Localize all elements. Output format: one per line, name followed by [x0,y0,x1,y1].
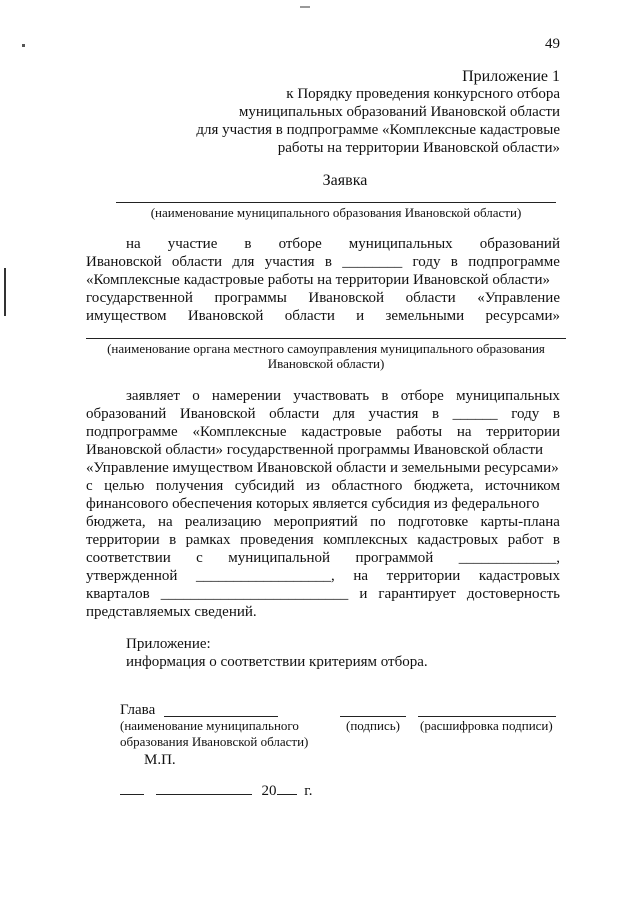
word: источником [484,478,560,494]
scan-mark-left-bar [4,268,6,316]
word: намерении [211,388,281,404]
word: земельными [385,308,465,324]
word: на [157,514,173,530]
word: из [306,478,320,494]
date-year-field [277,782,297,795]
paragraph2-line [86,568,560,585]
stamp-place: М.П. [144,752,176,768]
paragraph2-line: финансового обеспечения которых является субсидия из федерального [86,496,540,512]
word: с [86,478,93,494]
paragraph2-line [126,388,560,405]
word: комплексных [323,532,408,548]
caption-signature: (подпись) [346,718,400,733]
word: подпрограмме [86,424,178,440]
word: участвовать [293,388,370,404]
word: мероприятий [273,514,358,530]
caption-head-name-line1: (наименование муниципального [120,718,299,733]
word: подпрограмме [468,254,560,270]
word: «Комплексные [192,424,287,440]
word: субсидий [234,478,295,494]
appendix-line: к Порядку проведения конкурсного отбора [286,86,560,102]
word: муниципальных [456,388,560,404]
date-line [120,782,312,800]
word: _________________________ [160,586,349,602]
word: образований [479,236,560,252]
paragraph2-line [86,586,560,603]
word: области [284,308,335,324]
word: в [450,254,458,270]
paragraph1-line [86,254,560,271]
word: территории [86,532,160,548]
word: кварталов [86,586,150,602]
word: участия [264,254,315,270]
word: в [552,532,560,548]
paragraph2-line [86,424,560,441]
attachment-label: Приложение: [126,636,211,652]
word: бюджета, [413,478,474,494]
paragraph1-line [126,236,560,253]
paragraph2-line [86,532,560,549]
head-label: Глава [120,702,156,718]
word: программой [355,550,434,566]
word: на [126,236,141,252]
caption-authority-line2: Ивановской области) [267,356,385,371]
word: о [192,388,200,404]
scan-mark-top [300,6,310,8]
appendix-line: для участия в подпрограмме «Комплексные кадастровые [196,122,560,138]
scan-mark-left-dot [22,44,25,47]
appendix-line: работы на территории Ивановской области» [277,140,560,156]
word: ______ [452,406,498,422]
word: по [370,514,386,530]
date-day-field [120,782,144,795]
head-name-line [164,716,278,717]
word: областного [331,478,403,494]
word: на [456,424,472,440]
paragraph2-line: «Управление имуществом Ивановской области и земельными ресурсами» [86,460,559,476]
word: карты-плана [480,514,560,530]
word: достоверность [466,586,560,602]
word: году [412,254,441,270]
paragraph2-line [86,478,560,495]
paragraph1-line [86,290,560,307]
document-heading: Заявка [322,172,368,189]
word: кадастровых [478,568,560,584]
paragraph2-line: Ивановской области» государственной программы Ивановской области [86,442,544,458]
word: территории [386,568,461,584]
date-year-suffix: г. [304,783,313,799]
word: Ивановской [187,308,264,324]
word: муниципальной [228,550,331,566]
paragraph2-line [86,406,560,423]
word: подготовке [397,514,469,530]
word: территории [486,424,560,440]
caption-head-name-line2: образования Ивановской области) [120,734,309,749]
word: программы [214,290,287,306]
word: области [269,406,320,422]
signature-decode-line [418,716,556,717]
word: в [552,406,560,422]
word: в [381,388,389,404]
word: участие [167,236,218,252]
word: соответствии [86,550,171,566]
word: в [244,236,252,252]
paragraph1-line [86,308,560,325]
word: проведения [239,532,314,548]
word: на [353,568,369,584]
date-month-field [156,782,252,795]
word: ресурсами» [485,308,560,324]
word: работ [507,532,544,548]
appendix-line: муниципальных образований Ивановской области [238,104,560,120]
caption-municipality: (наименование муниципального образования Ивановской области) [150,205,522,220]
word: для [232,254,255,270]
word: _____________, [458,550,560,566]
word: образований [86,406,167,422]
page-number: 49 [545,36,560,52]
word: с [196,550,203,566]
word: и [359,586,368,602]
word: в [431,406,440,422]
word: участия [368,406,419,422]
paragraph2-line [86,550,560,567]
paragraph2-line [86,514,560,531]
word: в [324,254,332,270]
word: кадастровые [301,424,382,440]
word: получения [155,478,224,494]
word: гарантирует [378,586,456,602]
word: отборе [278,236,322,252]
word: имуществом [86,308,167,324]
word: для [332,406,355,422]
word: году [511,406,540,422]
municipality-name-line [116,202,556,203]
signature-line [340,716,406,717]
caption-signature-decode: (расшифровка подписи) [420,718,553,733]
word: Ивановской [86,254,162,270]
word: муниципальных [348,236,453,252]
word: реализацию [184,514,262,530]
word: Ивановской [308,290,385,306]
word: рамках [185,532,231,548]
word: отборе [400,388,444,404]
appendix-title: Приложение 1 [462,68,560,85]
word: государственной [86,290,193,306]
paragraph2-line: представляемых сведений. [86,604,257,620]
word: в [169,532,177,548]
caption-authority-line1: (наименование органа местного самоуправления муниципального образования [107,341,545,356]
attachment-text: информация о соответствии критериям отбора. [126,654,428,670]
word: кадастровых [417,532,499,548]
word: заявляет [126,388,180,404]
date-year-prefix: 20 [261,783,277,799]
word: работы [396,424,443,440]
word: бюджета, [86,514,146,530]
word: целью [104,478,145,494]
word: области [171,254,223,270]
word: __________________, [196,568,335,584]
authority-name-line [86,338,566,339]
word: области [405,290,456,306]
word: утвержденной [86,568,178,584]
paragraph1-line: «Комплексные кадастровые работы на территории Ивановской области» [86,272,551,288]
word: «Управление [477,290,560,306]
word: и [356,308,365,324]
word: Ивановской [179,406,256,422]
word: ________ [342,254,403,270]
